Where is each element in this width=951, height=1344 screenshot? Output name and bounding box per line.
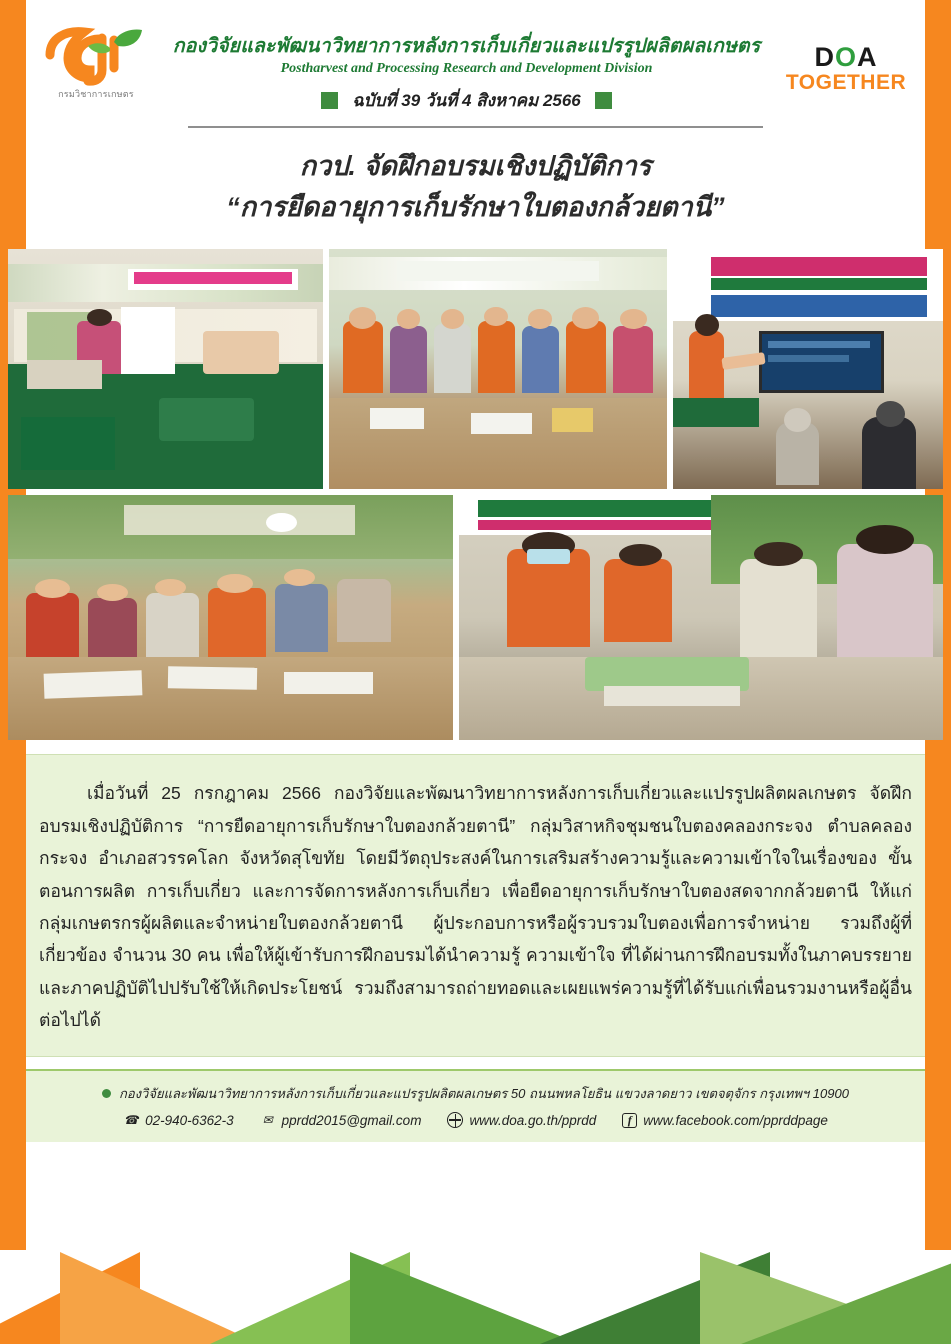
phone-icon: ☎ [123,1113,139,1128]
organization-logo [40,18,152,101]
header-titles [162,18,771,114]
doa-line2: TOGETHER [785,71,907,94]
photo-hands-on-demonstration [459,495,943,740]
issue-square-left-icon [321,92,338,109]
photo-row-1 [8,249,943,489]
division-title-en: Postharvest and Processing Research and Development Division [280,61,653,77]
issue-square-right-icon [595,92,612,109]
doa-letter-d: D [814,42,835,72]
doa-letter-a: A [857,42,878,72]
photo-row-2 [8,495,943,740]
division-title-th: กองวิจัยและพัฒนาวิทยาการหลังการเก็บเกี่ยวและแปรรูปผลิตผลเกษตร [172,35,761,57]
footer-email[interactable]: pprdd2015@gmail.com [281,1112,422,1128]
bottom-decorative-strip [0,1252,951,1344]
footer-phone: 02-940-6362-3 [145,1112,234,1128]
envelope-icon: ✉ [262,1113,273,1128]
page-footer [12,1069,939,1142]
doa-together-logo [781,18,911,95]
bullet-dot-icon [102,1089,111,1098]
contact-phone [123,1112,234,1128]
globe-icon [447,1112,463,1128]
kwp-logo-icon [44,24,148,86]
deco-triangle-7 [741,1252,951,1344]
contact-facebook[interactable] [622,1113,828,1128]
doa-line1 [781,42,911,73]
contact-website[interactable] [447,1112,596,1128]
facebook-icon: f [622,1113,637,1128]
photo-participants-group [329,249,667,489]
logo-subtitle: กรมวิชาการเกษตร [58,89,134,99]
photo-gallery [0,249,951,740]
footer-contacts-row [32,1112,919,1128]
footer-website[interactable]: www.doa.go.th/pprdd [469,1112,597,1128]
footer-facebook[interactable]: www.facebook.com/pprddpage [643,1112,828,1128]
header-divider [188,126,763,128]
footer-address-row [32,1083,919,1104]
photo-participants-taking-notes [8,495,453,740]
page-header [0,0,951,114]
footer-address: กองวิจัยและพัฒนาวิทยาการหลังการเก็บเกี่ยวและแปรรูปผลิตผลเกษตร 50 ถนนพหลโยธิน แขวงลาดยาว เขตจตุจักร กรุงเทพฯ 10900 [119,1086,849,1102]
doa-letter-o: O [834,42,857,72]
article-paragraph: เมื่อวันที่ 25 กรกฎาคม 2566 กองวิจัยและพัฒนาวิทยาการหลังการเก็บเกี่ยวและแปรรูปผลิตผลเกษตร จัดฝึกอบรมเชิงปฏิบัติการ “การยืดอายุการเก็บรักษาใบตองกล้วยตานี” กลุ่มวิสาหกิจชุมชนใบตองคลองกระจง ตำบลคลองกระจง อำเภอสวรรคโลก จังหวัดสุโขทัย โดยมีวัตถุประสงค์ในการเสริมสร้างความรู้และความเข้าใจในเรื่องของ ขั้นตอนการผลิต การเก็บเกี่ยว และการจัดการหลังการเก็บเกี่ยว เพื่อยืดอายุการเก็บรักษาใบตองสดจากกล้วยตานี ให้แก่กลุ่มเกษตรกรผู้ผลิตและจำหน่ายใบตองกล้วยตานี ผู้ประกอบการหรือผู้รวบรวมใบตองเพื่อการจำหน่าย รวมถึงผู้ที่เกี่ยวข้อง จำนวน 30 คน เพื่อให้ผู้เข้ารับการฝึกอบรมได้นำความรู้ ความเข้าใจ ที่ได้ผ่านการฝึกอบรมทั้งในภาคบรรยายและภาคปฏิบัติไปปรับใช้ให้เกิดประโยชน์ รวมถึงสามารถถ่ายทอดและเผยแพร่ความรู้ที่ได้รับแก่เพื่อนรวมงานหรือผู้อื่นต่อไปได้ [39,783,912,1030]
page-title [0,146,951,227]
photo-speaker-presenting [8,249,323,489]
issue-line [162,87,771,114]
contact-email[interactable] [260,1112,422,1128]
photo-presenter-with-screen [673,249,943,489]
headline-line-1: กวป. จัดฝึกอบรมเชิงปฏิบัติการ [299,151,652,182]
article-body [12,754,939,1057]
issue-text: ฉบับที่ 39 วันที่ 4 สิงหาคม 2566 [352,91,581,111]
headline-line-2: “การยืดอายุการเก็บรักษาใบตองกล้วยตานี” [226,191,725,222]
